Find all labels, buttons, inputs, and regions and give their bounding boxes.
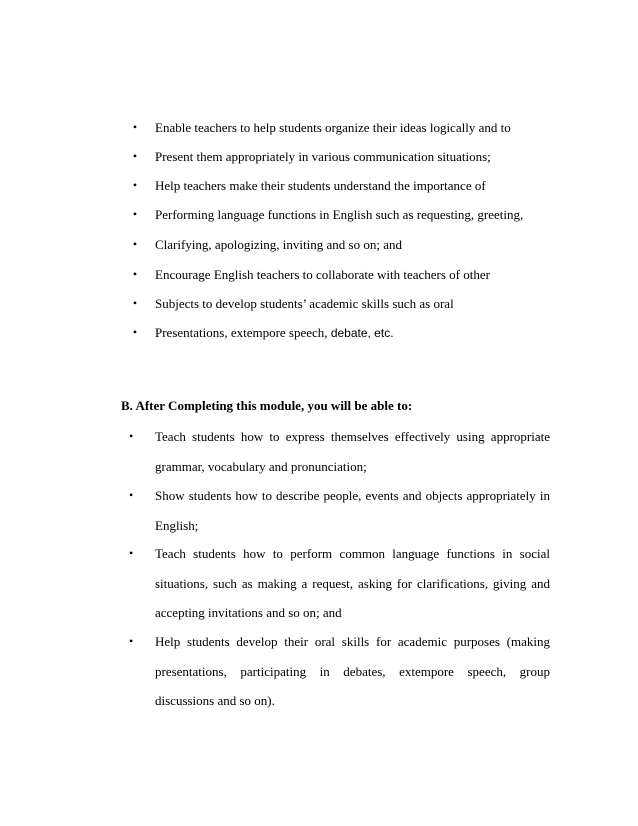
list-item-text: Help students develop their oral skills for academic purposes (making presentations, participating in debates, extempore speech, group discussions and so on). bbox=[155, 634, 550, 708]
list-item-text: Clarifying, apologizing, inviting and so on; and bbox=[155, 237, 402, 252]
bullet-icon: • bbox=[129, 488, 134, 502]
bullet-icon: • bbox=[132, 178, 138, 192]
list-item-text: Teach students how to perform common language functions in social situations, such as making a request, asking for clarifications, giving and accepting invitations and so on; and bbox=[155, 546, 550, 620]
bullet-icon: • bbox=[129, 546, 134, 560]
list-item-text: Help teachers make their students understand the importance of bbox=[155, 178, 486, 193]
bullet-icon: • bbox=[132, 325, 138, 339]
list-item bbox=[129, 539, 550, 628]
list-item-text: Performing language functions in English such as requesting, greeting, bbox=[155, 207, 524, 222]
bullet-icon: • bbox=[132, 267, 138, 281]
bullet-icon: • bbox=[129, 429, 134, 443]
bullet-icon: • bbox=[132, 120, 138, 134]
list-item bbox=[132, 113, 550, 143]
list-item bbox=[132, 171, 550, 201]
bullet-icon: • bbox=[132, 237, 138, 251]
bullet-icon: • bbox=[129, 634, 134, 648]
list-item bbox=[129, 627, 550, 716]
list-item-text: Teach students how to express themselves effectively using appropriate grammar, vocabulary and pronunciation; bbox=[155, 429, 550, 474]
section-b-heading: B. After Completing this module, you will be able to: bbox=[121, 398, 413, 413]
list-item bbox=[132, 142, 550, 172]
list-item bbox=[129, 422, 550, 481]
bullet-icon: • bbox=[132, 207, 138, 221]
list-item-text: Presentations, extempore speech, bbox=[155, 325, 328, 340]
list-item bbox=[132, 230, 550, 260]
list-item-text: Present them appropriately in various communication situations; bbox=[155, 149, 491, 164]
list-item-text: Encourage English teachers to collaborate with teachers of other bbox=[155, 267, 490, 282]
list-item-text: Subjects to develop students’ academic skills such as oral bbox=[155, 296, 454, 311]
list-item-text: Enable teachers to help students organize their ideas logically and to bbox=[155, 120, 511, 135]
list-item bbox=[132, 318, 550, 349]
list-item bbox=[132, 200, 550, 230]
list-item bbox=[132, 260, 550, 290]
list-item-text: Show students how to describe people, events and objects appropriately in English; bbox=[155, 488, 550, 533]
bullet-icon: • bbox=[132, 149, 138, 163]
bullet-icon: • bbox=[132, 296, 138, 310]
list-item-text-tail: debate, etc. bbox=[330, 326, 394, 340]
list-item bbox=[129, 481, 550, 540]
list-item bbox=[132, 289, 550, 319]
